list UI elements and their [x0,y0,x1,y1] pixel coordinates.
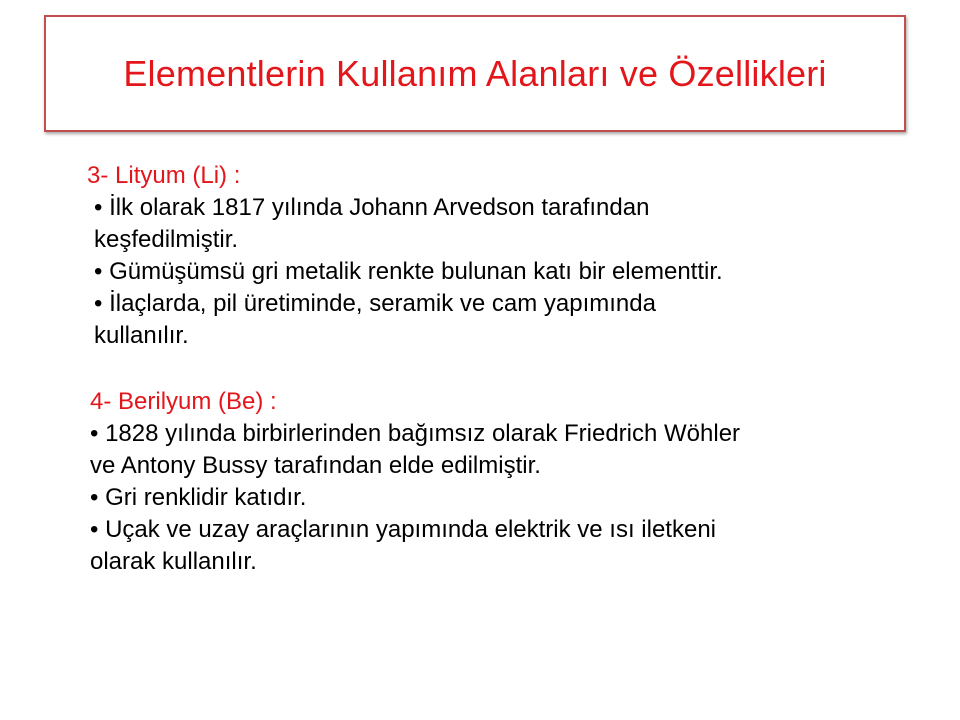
section-heading-beryllium: 4- Berilyum (Be) : [90,388,277,415]
lithium-line: kullanılır. [94,322,189,349]
lithium-line: • Gümüşümsü gri metalik renkte bulunan katı bir elementtir. [94,258,723,285]
slide-content [87,160,910,578]
title-box [44,15,906,132]
lithium-line: • İlaçlarda, pil üretiminde, seramik ve cam yapımında [94,290,656,317]
lithium-line: keşfedilmiştir. [94,226,239,253]
beryllium-line: • Uçak ve uzay araçlarının yapımında elektrik ve ısı iletkeni [90,516,717,543]
beryllium-line: • Gri renklidir katıdır. [90,484,307,511]
beryllium-line: • 1828 yılında birbirlerinden bağımsız olarak Friedrich Wöhler [90,420,741,447]
section-spacer [90,352,910,386]
lithium-line: • İlk olarak 1817 yılında Johann Arvedson tarafından [94,194,650,221]
section-heading-lithium: 3- Lityum (Li) : [87,162,241,189]
beryllium-line: ve Antony Bussy tarafından elde edilmiştir. [90,452,541,479]
beryllium-line: olarak kullanılır. [90,548,257,575]
slide-title: Elementlerin Kullanım Alanları ve Özellikleri [123,52,827,94]
